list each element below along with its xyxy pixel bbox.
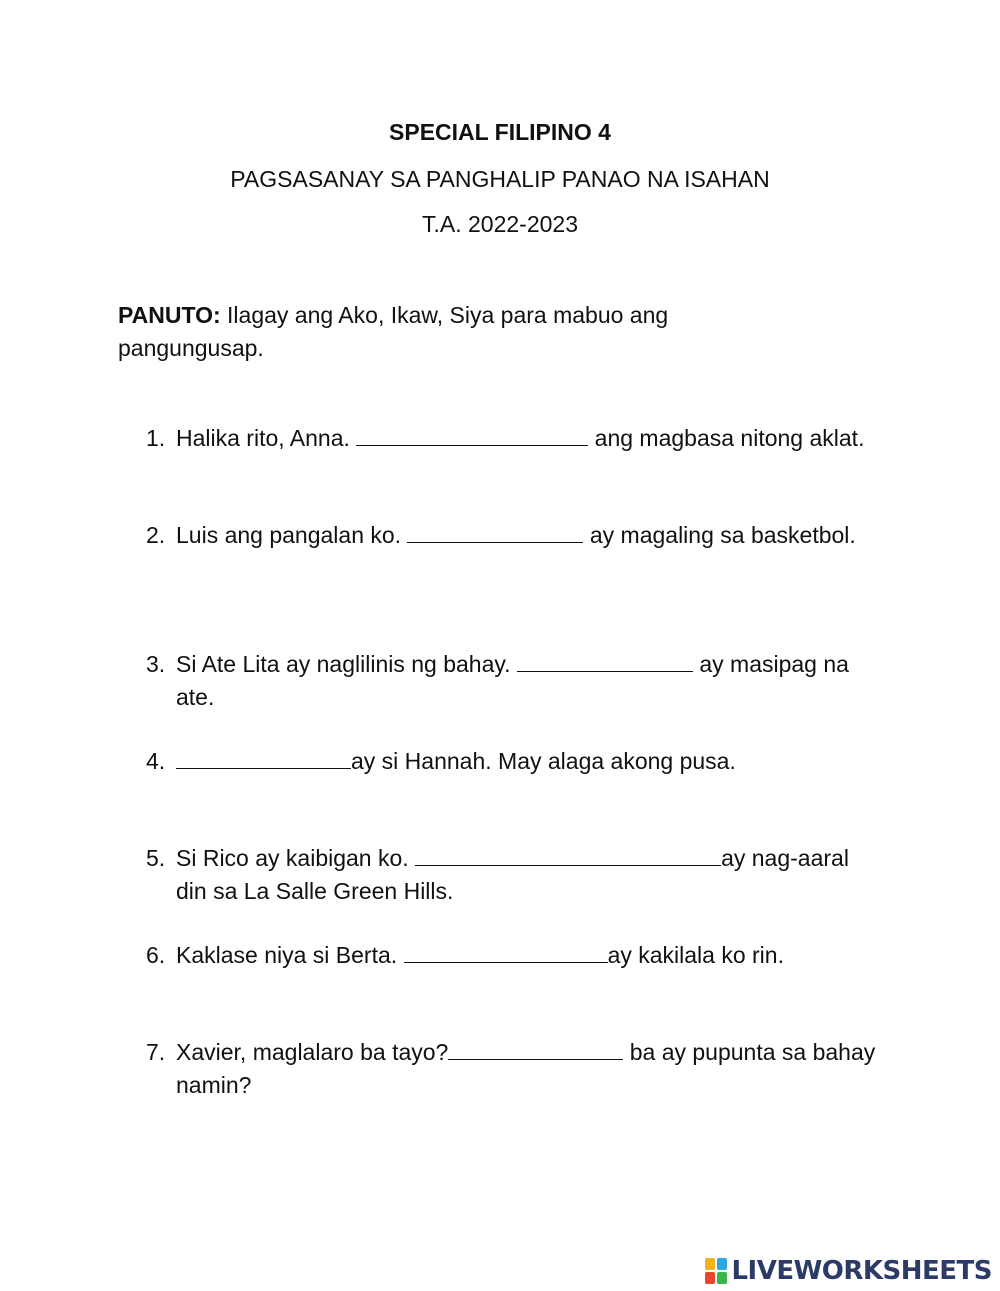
question-text xyxy=(176,519,886,552)
question-text-before: Si Ate Lita ay naglilinis ng bahay. xyxy=(176,651,517,677)
question-item-4 xyxy=(146,745,886,778)
question-number: 1. xyxy=(146,425,166,451)
question-text xyxy=(176,648,886,714)
liveworksheets-logo-icon xyxy=(705,1258,727,1284)
answer-blank-4[interactable] xyxy=(176,746,351,769)
directions-label: PANUTO: xyxy=(118,302,221,328)
question-text-after: ang magbasa nitong aklat. xyxy=(588,425,865,451)
question-text-after: ay nag-aaral din sa La Salle Green Hills. xyxy=(176,845,849,904)
question-text xyxy=(176,842,886,908)
answer-blank-5[interactable] xyxy=(415,843,721,866)
question-text xyxy=(176,745,886,778)
question-number: 3. xyxy=(146,651,166,677)
question-number: 4. xyxy=(146,748,166,774)
question-text-before: Si Rico ay kaibigan ko. xyxy=(176,845,416,871)
question-text-after: ay si Hannah. May alaga akong pusa. xyxy=(351,748,736,774)
answer-blank-2[interactable] xyxy=(407,520,583,543)
question-text-before: Halika rito, Anna. xyxy=(176,425,357,451)
question-text xyxy=(176,422,886,455)
question-number: 2. xyxy=(146,522,166,548)
question-text-after: ay masipag na ate. xyxy=(176,651,849,710)
question-item-7 xyxy=(146,1036,886,1102)
answer-blank-7[interactable] xyxy=(448,1037,623,1060)
question-text-after: ba ay pupunta sa bahay namin? xyxy=(176,1039,876,1098)
question-text-after: ay kakilala ko rin. xyxy=(607,942,784,968)
question-text xyxy=(176,1036,886,1102)
question-text-before: Xavier, maglalaro ba tayo? xyxy=(176,1039,449,1065)
question-item-2 xyxy=(146,519,886,552)
worksheet-subtitle: PAGSASANAY SA PANGHALIP PANAO NA ISAHAN xyxy=(230,166,770,192)
question-number: 5. xyxy=(146,845,166,871)
question-item-6 xyxy=(146,939,886,972)
question-number: 6. xyxy=(146,942,166,968)
question-text-before: Kaklase niya si Berta. xyxy=(176,942,404,968)
question-text-after: ay magaling sa basketbol. xyxy=(583,522,856,548)
school-year: T.A. 2022-2023 xyxy=(421,211,578,237)
directions-text: Ilagay ang Ako, Ikaw, Siya para mabuo ang pangungusap. xyxy=(118,302,669,361)
question-item-3 xyxy=(146,648,886,714)
question-item-1 xyxy=(146,422,886,455)
answer-blank-3[interactable] xyxy=(517,649,693,672)
question-text-before: Luis ang pangalan ko. xyxy=(176,522,408,548)
answer-blank-1[interactable] xyxy=(356,423,588,446)
liveworksheets-brand-text: LIVEWORKSHEETS xyxy=(731,1256,992,1286)
answer-blank-6[interactable] xyxy=(404,940,608,963)
question-item-5 xyxy=(146,842,886,908)
directions xyxy=(118,299,798,365)
question-number: 7. xyxy=(146,1039,166,1065)
worksheet-title: SPECIAL FILIPINO 4 xyxy=(389,119,611,145)
liveworksheets-logo xyxy=(705,1254,992,1288)
question-text xyxy=(176,939,886,972)
